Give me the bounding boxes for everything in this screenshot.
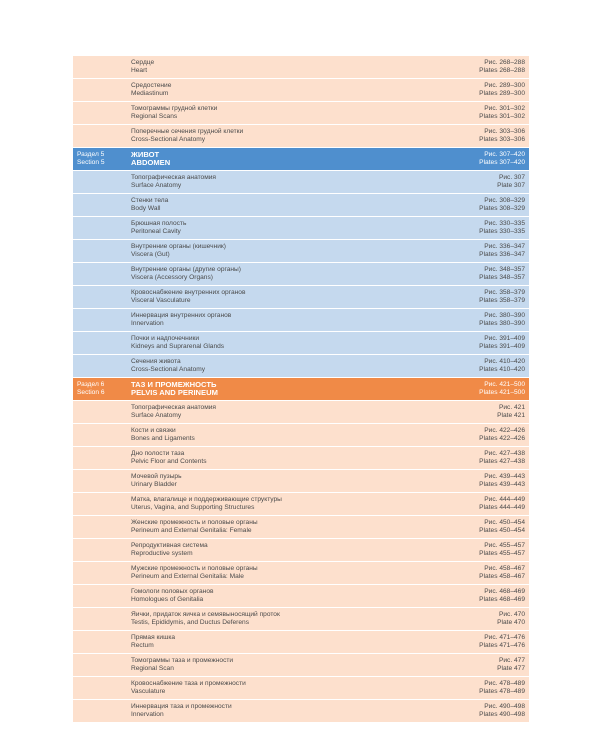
row-pages: Рис. 358–379 Plates 358–379 [419, 286, 529, 308]
row-pages: Рис. 303–306 Plates 303–306 [419, 125, 529, 147]
row-title: Гомологи половых органов Homologues of Genitalia [128, 585, 419, 607]
row-label-cell [73, 493, 128, 515]
row-pages: Рис. 468–469 Plates 468–469 [419, 585, 529, 607]
row-title: Кости и связки Bones and Ligaments [128, 424, 419, 446]
table-of-contents [73, 56, 529, 723]
row-pages: Рис. 471–476 Plates 471–476 [419, 631, 529, 653]
row-title: Кровоснабжение внутренних органов Visceral Vasculature [128, 286, 419, 308]
row-label-cell [73, 516, 128, 538]
row-label-cell [73, 401, 128, 423]
row-pages: Рис. 289–300 Plates 289–300 [419, 79, 529, 101]
row-label-cell [73, 309, 128, 331]
row-label-cell [73, 700, 128, 722]
row-title: Прямая кишка Rectum [128, 631, 419, 653]
row-pages: Рис. 455–457 Plates 455–457 [419, 539, 529, 561]
row-label-cell [73, 677, 128, 699]
row-pages: Рис. 421 Plate 421 [419, 401, 529, 423]
section-5-pages: Рис. 307–420 Plates 307–420 [419, 148, 529, 170]
row-title: Мужские промежность и половые органы Perineum and External Genitalia: Male [128, 562, 419, 584]
row-title: Яички, придаток яичка и семявыносящий проток Testis, Epididymis, and Ductus Deferens [128, 608, 419, 630]
row-title: Мочевой пузырь Urinary Bladder [128, 470, 419, 492]
row-title: Почки и надпочечники Kidneys and Suprarenal Glands [128, 332, 419, 354]
toc-row[interactable] [73, 562, 529, 585]
toc-row[interactable] [73, 194, 529, 217]
row-pages: Рис. 301–302 Plates 301–302 [419, 102, 529, 124]
row-label-cell [73, 102, 128, 124]
row-label-cell [73, 447, 128, 469]
row-label-cell [73, 562, 128, 584]
row-label-cell [73, 286, 128, 308]
row-pages: Рис. 307 Plate 307 [419, 171, 529, 193]
row-label-cell [73, 332, 128, 354]
toc-row[interactable] [73, 355, 529, 378]
row-pages: Рис. 330–335 Plates 330–335 [419, 217, 529, 239]
toc-row[interactable] [73, 401, 529, 424]
row-title: Матка, влагалище и поддерживающие структуры Uterus, Vagina, and Supporting Structures [128, 493, 419, 515]
section-6-pages: Рис. 421–500 Plates 421–500 [419, 378, 529, 400]
toc-row[interactable] [73, 217, 529, 240]
row-title: Поперечные сечения грудной клетки Cross-Sectional Anatomy [128, 125, 419, 147]
row-title: Внутренние органы (кишечник) Viscera (Gut) [128, 240, 419, 262]
row-label-cell [73, 79, 128, 101]
toc-row[interactable] [73, 332, 529, 355]
toc-row[interactable] [73, 585, 529, 608]
row-title: Кровоснабжение таза и промежности Vasculature [128, 677, 419, 699]
row-title: Иннервация внутренних органов Innervation [128, 309, 419, 331]
toc-row[interactable] [73, 286, 529, 309]
row-pages: Рис. 470 Plate 470 [419, 608, 529, 630]
row-label-cell [73, 194, 128, 216]
toc-row[interactable] [73, 79, 529, 102]
row-label-cell [73, 631, 128, 653]
row-title: Женские промежность и половые органы Perineum and External Genitalia: Female [128, 516, 419, 538]
row-pages: Рис. 308–329 Plates 308–329 [419, 194, 529, 216]
row-pages: Рис. 427–438 Plates 427–438 [419, 447, 529, 469]
row-title: Средостение Mediastinum [128, 79, 419, 101]
row-title: Внутренние органы (другие органы) Viscera (Accessory Organs) [128, 263, 419, 285]
row-label-cell [73, 424, 128, 446]
row-title: Сердце Heart [128, 56, 419, 78]
row-label-cell [73, 654, 128, 676]
row-pages: Рис. 336–347 Plates 336–347 [419, 240, 529, 262]
toc-row[interactable] [73, 424, 529, 447]
row-label-cell [73, 240, 128, 262]
row-pages: Рис. 444–449 Plates 444–449 [419, 493, 529, 515]
section-5-header[interactable] [73, 148, 529, 171]
toc-row[interactable] [73, 447, 529, 470]
row-label-cell [73, 355, 128, 377]
row-title: Томограммы грудной клетки Regional Scans [128, 102, 419, 124]
toc-row[interactable] [73, 493, 529, 516]
row-pages: Рис. 477 Plate 477 [419, 654, 529, 676]
toc-row[interactable] [73, 171, 529, 194]
row-label-cell [73, 539, 128, 561]
row-pages: Рис. 490–498 Plates 490–498 [419, 700, 529, 722]
toc-row[interactable] [73, 654, 529, 677]
row-pages: Рис. 410–420 Plates 410–420 [419, 355, 529, 377]
toc-row[interactable] [73, 125, 529, 148]
row-title: Иннервация таза и промежности Innervation [128, 700, 419, 722]
row-pages: Рис. 391–409 Plates 391–409 [419, 332, 529, 354]
row-pages: Рис. 380–390 Plates 380–390 [419, 309, 529, 331]
section-6-label: Раздел 6 Section 6 [73, 378, 128, 400]
row-title: Дно полости таза Pelvic Floor and Contents [128, 447, 419, 469]
toc-row[interactable] [73, 631, 529, 654]
row-pages: Рис. 422–426 Plates 422–426 [419, 424, 529, 446]
section-5-title: ЖИВОТ ABDOMEN [128, 148, 419, 170]
row-title: Брюшная полость Peritoneal Cavity [128, 217, 419, 239]
row-pages: Рис. 439–443 Plates 439–443 [419, 470, 529, 492]
row-pages: Рис. 458–467 Plates 458–467 [419, 562, 529, 584]
toc-row[interactable] [73, 608, 529, 631]
row-label-cell [73, 263, 128, 285]
row-label-cell [73, 217, 128, 239]
toc-row[interactable] [73, 470, 529, 493]
toc-row[interactable] [73, 700, 529, 723]
toc-row[interactable] [73, 516, 529, 539]
row-title: Сечения живота Cross-Sectional Anatomy [128, 355, 419, 377]
section-6-title: ТАЗ И ПРОМЕЖНОСТЬ PELVIS AND PERINEUM [128, 378, 419, 400]
toc-row[interactable] [73, 539, 529, 562]
section-6-header[interactable] [73, 378, 529, 401]
row-label-cell [73, 585, 128, 607]
row-title: Топографическая анатомия Surface Anatomy [128, 401, 419, 423]
row-label-cell [73, 56, 128, 78]
toc-row[interactable] [73, 56, 529, 79]
section-5-label: Раздел 5 Section 5 [73, 148, 128, 170]
row-title: Стенки тела Body Wall [128, 194, 419, 216]
row-title: Топографическая анатомия Surface Anatomy [128, 171, 419, 193]
toc-row[interactable] [73, 677, 529, 700]
row-title: Репродуктивная система Reproductive system [128, 539, 419, 561]
row-pages: Рис. 450–454 Plates 450–454 [419, 516, 529, 538]
row-pages: Рис. 478–489 Plates 478–489 [419, 677, 529, 699]
toc-row[interactable] [73, 102, 529, 125]
row-label-cell [73, 125, 128, 147]
row-pages: Рис. 348–357 Plates 348–357 [419, 263, 529, 285]
row-title: Томограммы таза и промежности Regional Scan [128, 654, 419, 676]
toc-row[interactable] [73, 263, 529, 286]
toc-row[interactable] [73, 240, 529, 263]
row-label-cell [73, 470, 128, 492]
row-label-cell [73, 608, 128, 630]
row-pages: Рис. 268–288 Plates 268–288 [419, 56, 529, 78]
toc-row[interactable] [73, 309, 529, 332]
row-label-cell [73, 171, 128, 193]
